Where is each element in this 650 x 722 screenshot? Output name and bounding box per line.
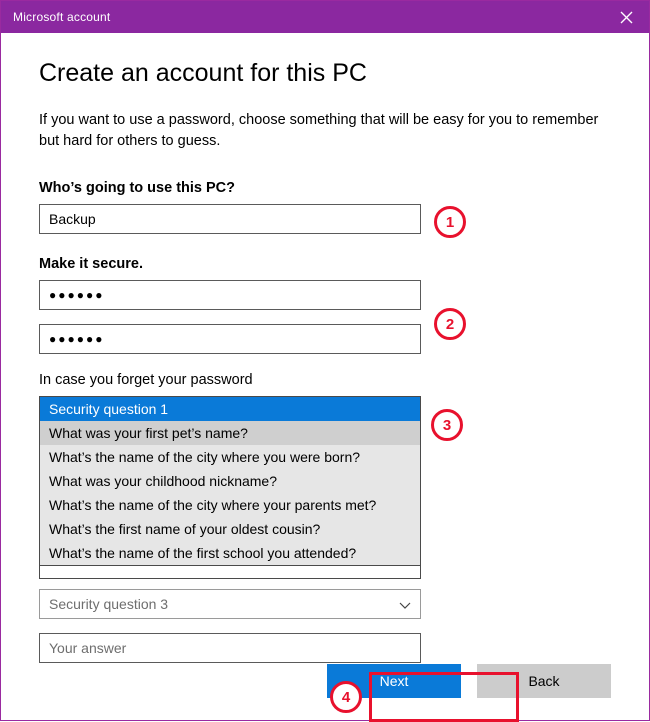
window-title: Microsoft account — [13, 10, 111, 24]
dropdown-option[interactable]: What’s the name of the city where your parents met? — [40, 493, 420, 517]
dropdown-option[interactable]: What was your childhood nickname? — [40, 469, 420, 493]
password-confirm-input[interactable]: ●●●●●● — [39, 324, 421, 354]
intro-text: If you want to use a password, choose something that will be easy for you to remember but hard for others to guess. — [39, 112, 599, 149]
dropdown-option[interactable]: What’s the name of the first school you attended? — [40, 541, 420, 565]
chevron-down-icon — [399, 598, 411, 610]
dropdown-option[interactable]: What’s the name of the city where you were born? — [40, 445, 420, 469]
answer-input[interactable]: Your answer — [39, 633, 421, 663]
security-question-section-label: In case you forget your password — [39, 372, 253, 388]
dropdown-option[interactable]: What’s the first name of your oldest cousin? — [40, 517, 420, 541]
security-question-1-dropdown-open[interactable] — [39, 396, 421, 579]
username-label: Who’s going to use this PC? — [39, 180, 236, 196]
annotation-badge-2: 2 — [434, 308, 466, 340]
dropdown-option[interactable]: What was your first pet’s name? — [40, 421, 420, 445]
page-title: Create an account for this PC — [39, 59, 367, 87]
security-question-3-value: Security question 3 — [49, 596, 169, 612]
annotation-badge-1: 1 — [434, 206, 466, 238]
annotation-badge-4: 4 — [330, 681, 362, 713]
close-icon[interactable] — [603, 1, 649, 33]
next-button[interactable]: Next — [327, 664, 461, 698]
dropdown-option-selected[interactable]: Security question 1 — [40, 397, 420, 421]
dialog-buttons — [39, 664, 611, 698]
dropdown-list-bottom-edge — [40, 565, 420, 578]
title-bar — [1, 1, 649, 33]
annotation-badge-3: 3 — [431, 409, 463, 441]
back-button[interactable]: Back — [477, 664, 611, 698]
security-question-3-select[interactable] — [39, 589, 421, 619]
password-input[interactable]: ●●●●●● — [39, 280, 421, 310]
password-section-label: Make it secure. — [39, 256, 143, 272]
username-input[interactable]: Backup — [39, 204, 421, 234]
dialog-content — [1, 33, 649, 663]
